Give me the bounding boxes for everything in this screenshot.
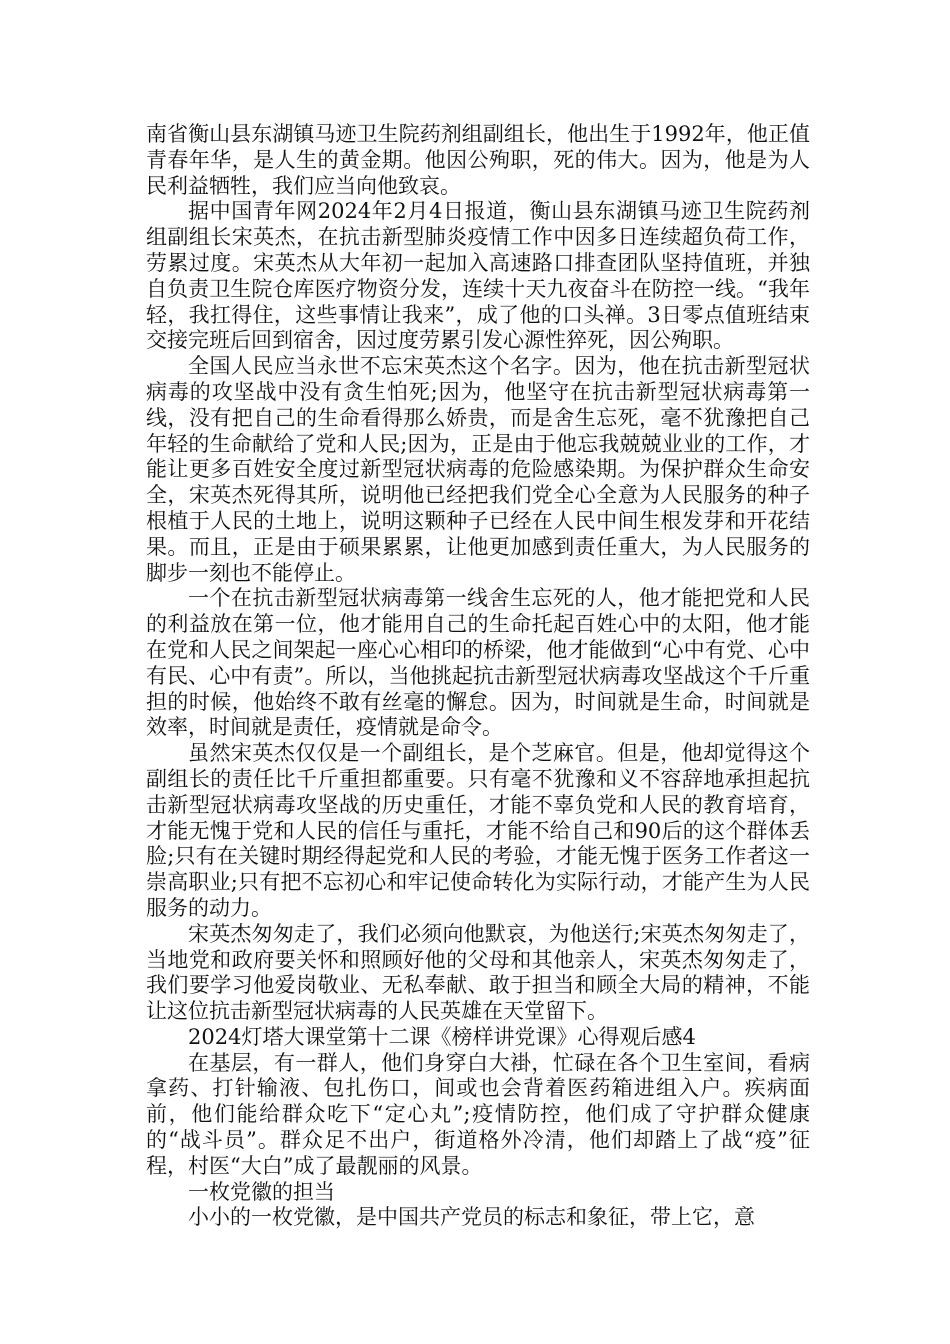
paragraph: 在基层，有一群人，他们身穿白大褂，忙碌在各个卫生室间，看病拿药、打针输液、包扎伤口，间或也会背着医药箱进组入户。疾病面前，他们能给群众吃下“定心丸”;疫情防控，他们成了守护群众健康的“战斗员”。群众足不出户，街道格外冷清，他们却踏上了战“疫”征程，村医“大白”成了最靓丽的风景。 (146, 1050, 810, 1178)
section-subheading: 一枚党徽的担当 (188, 1179, 335, 1204)
paragraph: 宋英杰匆匆走了，我们必须向他默哀，为他送行;宋英杰匆匆走了，当地党和政府要关怀和照顾好他的父母和其他亲人，宋英杰匆匆走了，我们要学习他爱岗敬业、无私奉献、敢于担当和顾全大局的精神，不能让这位抗击新型冠状病毒的人民英雄在天堂留下。 (146, 921, 810, 1024)
paragraph: 据中国青年网2024年2月4日报道，衡山县东湖镇马迹卫生院药剂组副组长宋英杰，在抗击新型肺炎疫情工作中因多日连续超负荷工作，劳累过度。宋英杰从大年初一起加入高速路口排查团队坚持值班，并独自负责卫生院仓库医疗物资分发，连续十天九夜奋斗在防控一线。“我年轻，我扛得住，这些事情让我来”，成了他的口头禅。3日零点值班结束交接完班后回到宿舍，因过度劳累引发心源性猝死，因公殉职。 (146, 199, 810, 353)
paragraph: 南省衡山县东湖镇马迹卫生院药剂组副组长，他出生于1992年，他正值青春年华，是人生的黄金期。他因公殉职，死的伟大。因为，他是为人民利益牺牲，我们应当向他致哀。 (146, 122, 810, 198)
section-heading: 2024灯塔大课堂第十二课《榜样讲党课》心得观后感4 (188, 1024, 696, 1049)
paragraph: 一个在抗击新型冠状病毒第一线舍生忘死的人，他才能把党和人民的利益放在第一位，他才能用自己的生命托起百姓心中的太阳，他才能在党和人民之间架起一座心心相印的桥梁，他才能做到“心中有党、心中有民、心中有责”。所以，当他挑起抗击新型冠状病毒攻坚战这个千斤重担的时候，他始终不敢有丝毫的懈怠。因为，时间就是生命，时间就是效率，时间就是责任，疫情就是命令。 (146, 586, 810, 740)
document-page (146, 122, 810, 1231)
paragraph: 虽然宋英杰仅仅是一个副组长，是个芝麻官。但是，他却觉得这个副组长的责任比千斤重担都重要。只有毫不犹豫和义不容辞地承担起抗击新型冠状病毒攻坚战的历史重任，才能不辜负党和人民的教育培育，才能无愧于党和人民的信任与重托，才能不给自己和90后的这个群体丢脸;只有在关键时期经得起党和人民的考验，才能无愧于医务工作者这一崇高职业;只有把不忘初心和牢记使命转化为实际行动，才能产生为人民服务的动力。 (146, 741, 810, 920)
paragraph: 小小的一枚党徽，是中国共产党员的标志和象征，带上它，意 (188, 1205, 755, 1230)
paragraph: 全国人民应当永世不忘宋英杰这个名字。因为，他在抗击新型冠状病毒的攻坚战中没有贪生怕死;因为，他坚守在抗击新型冠状病毒第一线，没有把自己的生命看得那么娇贵，而是舍生忘死，毫不犹豫把自己年轻的生命献给了党和人民;因为，正是由于他忘我兢兢业业的工作，才能让更多百姓安全度过新型冠状病毒的危险感染期。为保护群众生命安全，宋英杰死得其所，说明他已经把我们党全心全意为人民服务的种子根植于人民的土地上，说明这颗种子已经在人民中间生根发芽和开花结果。而且，正是由于硕果累累，让他更加感到责任重大，为人民服务的脚步一刻也不能停止。 (146, 354, 810, 585)
